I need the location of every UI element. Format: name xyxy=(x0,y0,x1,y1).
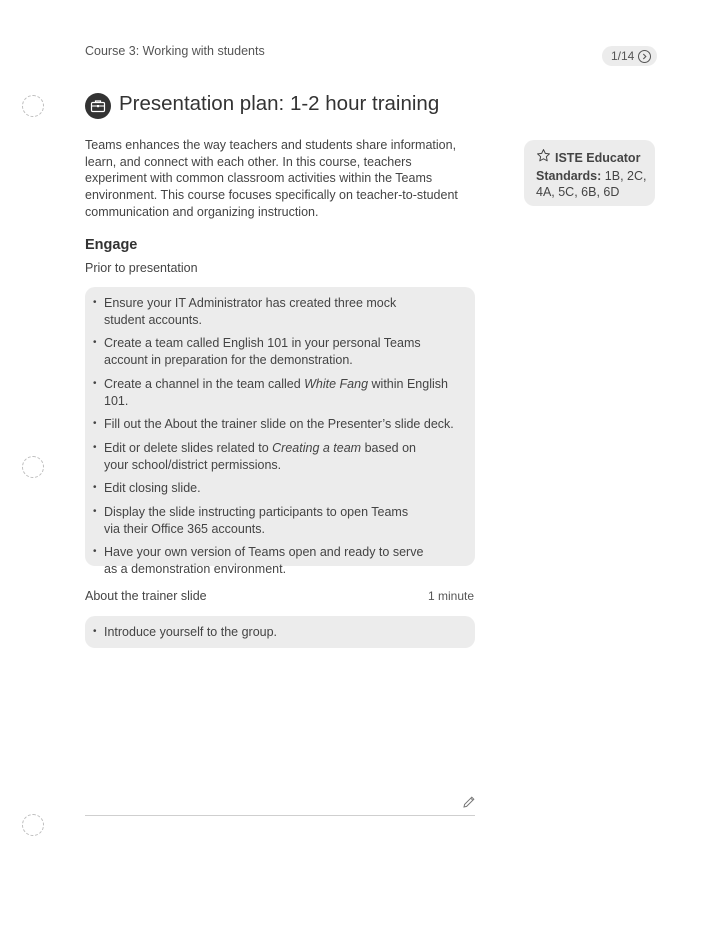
duration-label: 1 minute xyxy=(428,589,475,603)
list-item: • Edit closing slide. xyxy=(93,480,465,497)
list-item: • Edit or delete slides related to Creating a team based on your school/district permissions. xyxy=(93,440,465,473)
binder-hole xyxy=(22,814,44,836)
section-heading-engage: Engage xyxy=(85,237,138,253)
pencil-icon[interactable] xyxy=(462,795,476,809)
list-item: • Create a team called English 101 in your personal Teams account in preparation for the demonstration. xyxy=(93,335,465,368)
divider xyxy=(85,815,475,816)
list-item: • Ensure your IT Administrator has created three mock student accounts. xyxy=(93,295,465,328)
page-title: Presentation plan: 1-2 hour training xyxy=(119,92,440,115)
standards-label-2: Standards: xyxy=(536,168,602,183)
standards-codes-2: 4A, 5C, 6B, 6D xyxy=(536,185,620,199)
briefcase-icon xyxy=(85,93,111,119)
prep-checklist xyxy=(85,287,475,577)
chevron-right-circle-icon[interactable] xyxy=(638,50,651,63)
standards-label: ISTE Educator xyxy=(555,150,641,165)
trainer-checklist xyxy=(85,616,475,648)
section-subheading: Prior to presentation xyxy=(85,261,198,275)
page-counter[interactable] xyxy=(602,46,657,66)
list-item: • Have your own version of Teams open and ready to serve as a demonstration environment. xyxy=(93,544,465,577)
standards-codes: 1B, 2C, xyxy=(604,168,647,183)
star-outline-icon xyxy=(536,148,551,168)
list-item: • Display the slide instructing participants to open Teams via their Office 365 accounts. xyxy=(93,504,465,537)
binder-hole xyxy=(22,95,44,117)
standards-callout xyxy=(524,140,655,206)
list-item: • Create a channel in the team called White Fang within English 101. xyxy=(93,376,465,409)
trainer-slide-label: About the trainer slide xyxy=(85,589,207,603)
course-label: Course 3: Working with students xyxy=(85,44,265,58)
page-number: 1/14 xyxy=(611,49,635,63)
list-item: • Introduce yourself to the group. xyxy=(93,624,465,641)
binder-hole xyxy=(22,456,44,478)
list-item: • Fill out the About the trainer slide on the Presenter’s slide deck. xyxy=(93,416,465,433)
intro-paragraph: Teams enhances the way teachers and students share information, learn, and connect with each other. In this course, teachers experiment with common classroom activities within the Teams environment. This course focuses specifically on teacher-to-student communication and organizing instruction. xyxy=(85,138,458,219)
